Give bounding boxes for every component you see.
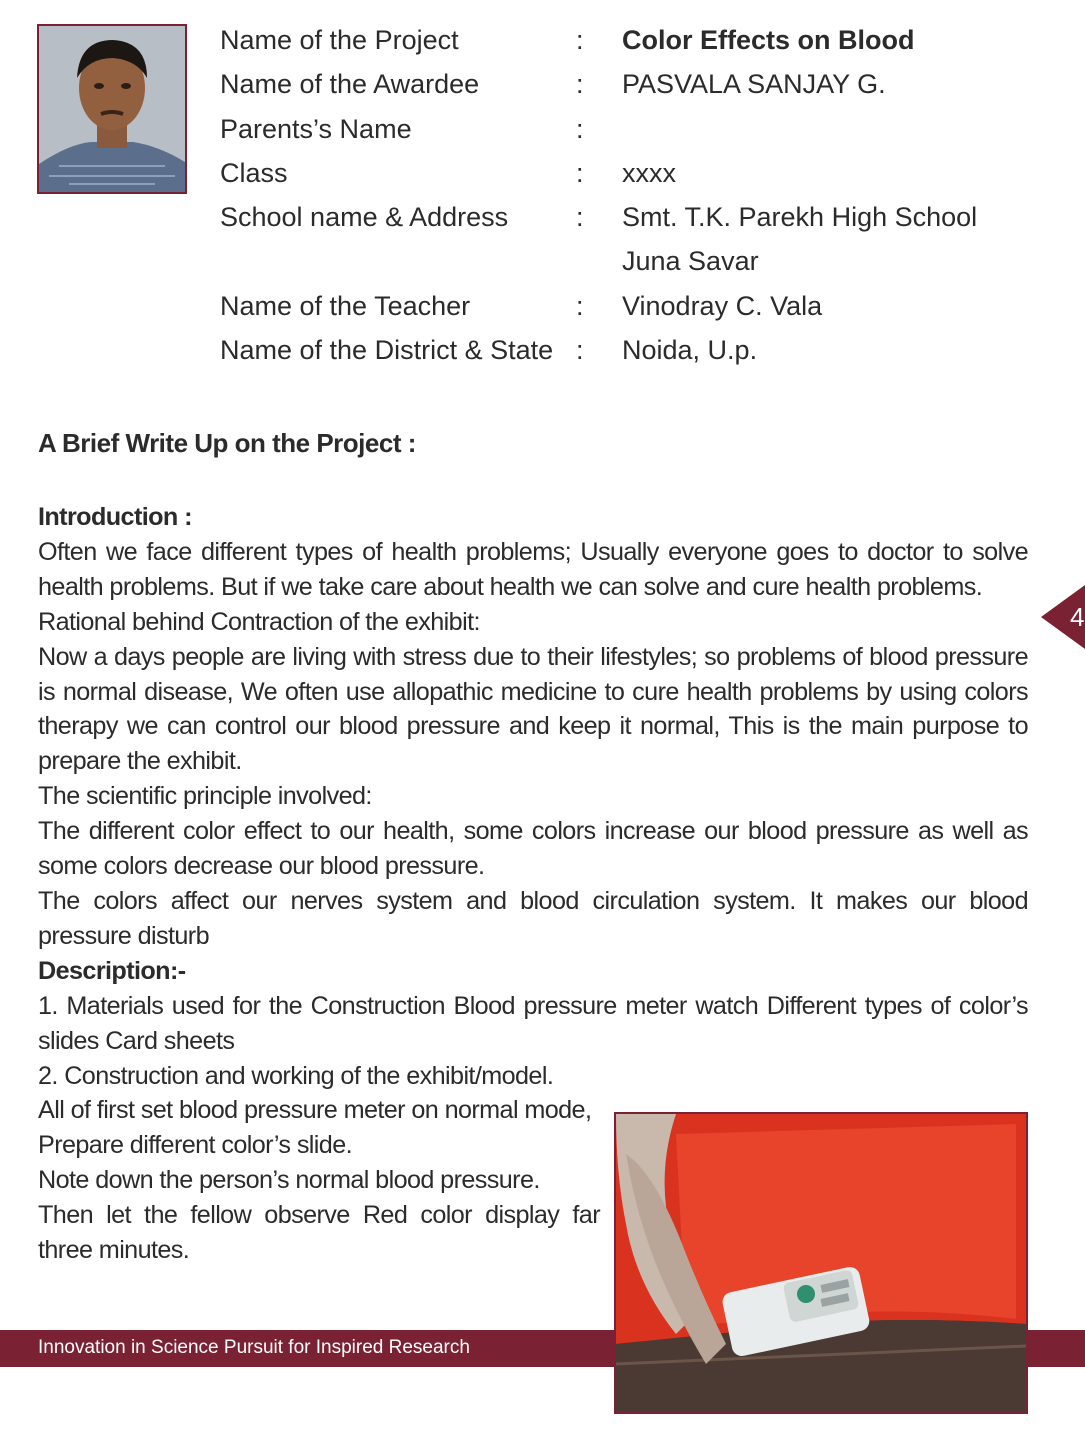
info-row [220,195,1040,239]
info-label: Class [220,157,288,188]
rational-text: Now a days people are living with stress due to their lifestyles; so problems of blood pressure is normal disease, We often use allopathic medicine to cure health problems by using colors therapy we can control our blood pressure and keep it normal, This is the main purpose to prepare the exhibit. [38,642,1028,776]
school-address: Juna Savar [622,246,759,277]
info-colon: : [576,69,584,100]
class-value: xxxx [622,157,676,188]
step-text: Prepare different color’s slide. [38,1131,353,1160]
info-row [220,62,1040,106]
intro-text: Often we face different types of health problems; Usually everyone goes to doctor to solve health problems. But if we take care about health we can solve and cure health problems. [38,537,1028,601]
teacher-name: Vinodray C. Vala [622,290,823,321]
awardee-photo [37,24,187,194]
info-colon: : [576,157,584,188]
info-row [220,284,1040,328]
district-state: Noida, U.p. [622,335,758,366]
info-row [220,328,1040,372]
principle-text: The different color effect to our health, some colors increase our blood pressure as well as some colors decrease our blood pressure. [38,817,1028,881]
info-row [220,107,1040,151]
step-text: Then let the fellow observe Red color display far three minutes. [38,1201,600,1265]
awardee-name: PASVALA SANJAY G. [622,69,886,100]
info-row [220,18,1040,62]
materials-text: 1. Materials used for the Construction Blood pressure meter watch Different types of color’s slides Card sheets [38,991,1028,1055]
brief-heading: A Brief Write Up on the Project : [38,428,416,458]
project-name: Color Effects on Blood [622,25,915,55]
info-row [220,239,1040,283]
info-colon: : [576,202,584,233]
footer-text: Innovation in Science Pursuit for Inspired Research [38,1337,470,1358]
info-label: Name of the Awardee [220,69,480,100]
intro-heading: Introduction : [38,503,192,531]
info-colon: : [576,113,584,144]
exhibit-photo [614,1112,1028,1414]
step-text: Note down the person’s normal blood pressure. [38,1166,540,1195]
info-colon: : [576,290,584,321]
info-row [220,151,1040,195]
step-text: All of first set blood pressure meter on normal mode, [38,1096,592,1125]
principle-text: The colors affect our nerves system and blood circulation system. It makes our blood pressure disturb [38,886,1028,950]
info-label: School name & Address [220,202,509,233]
school-name: Smt. T.K. Parekh High School [622,202,978,233]
page-number: 4 [1070,602,1085,632]
rational-heading: Rational behind Contraction of the exhibit: [38,607,480,636]
info-label: Name of the Project [220,25,459,55]
construction-text: 2. Construction and working of the exhibit/model. [38,1061,554,1090]
info-colon: : [576,25,584,55]
info-colon: : [576,335,584,366]
info-label: Name of the Teacher [220,290,471,321]
principle-heading: The scientific principle involved: [38,782,372,811]
description-heading: Description:- [38,956,186,985]
info-label: Name of the District & State [220,335,554,366]
info-label: Parents’s Name [220,113,412,144]
project-info [220,18,1040,372]
